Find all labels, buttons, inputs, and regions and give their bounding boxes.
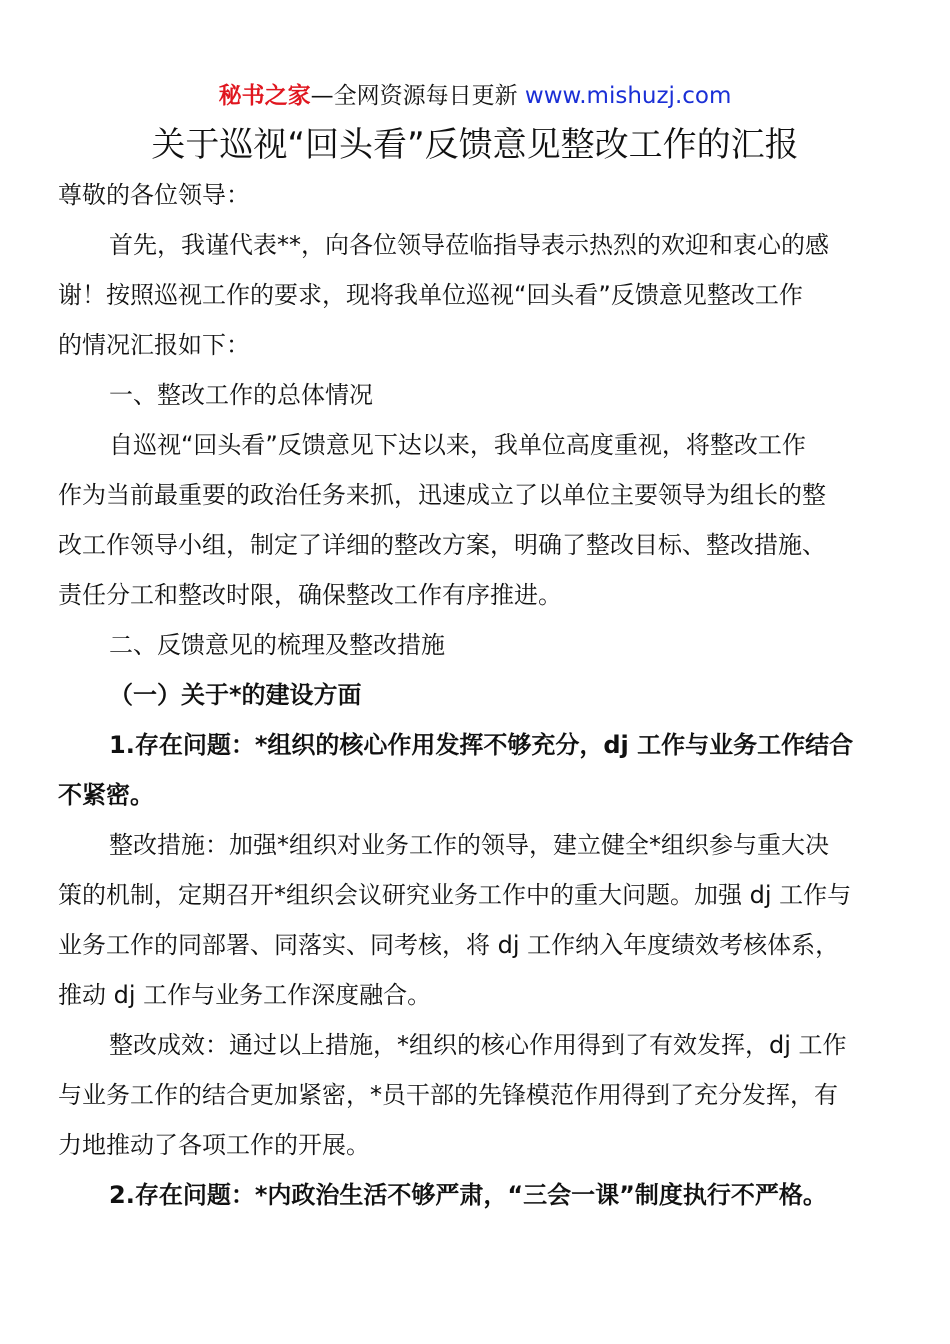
paragraph-line: 自巡视“回头看”反馈意见下达以来，我单位高度重视，将整改工作 [109, 431, 806, 459]
paragraph-line: 首先，我谨代表**，向各位领导莅临指导表示热烈的欢迎和衷心的感 [109, 231, 829, 259]
paragraph-line: 谢！按照巡视工作的要求，现将我单位巡视“回头看”反馈意见整改工作 [58, 281, 803, 309]
site-url[interactable]: www.mishuzj.com [524, 83, 732, 109]
document-body [58, 170, 898, 1220]
salutation: 尊敬的各位领导： [58, 181, 250, 209]
site-banner [0, 80, 950, 112]
paragraph-line: 责任分工和整改时限，确保整改工作有序推进。 [58, 581, 562, 609]
site-tagline: —全网资源每日更新 [310, 83, 525, 109]
paragraph-line: 策的机制，定期召开*组织会议研究业务工作中的重大问题。加强 dj 工作与 [58, 881, 852, 909]
site-brand: 秘书之家 [218, 83, 311, 109]
issue-heading: 2.存在问题：*内政治生活不够严肃，“三会一课”制度执行不严格。 [109, 1181, 827, 1209]
issue-heading: 1.存在问题：*组织的核心作用发挥不够充分，dj 工作与业务工作结合 [109, 731, 854, 759]
paragraph-line: 与业务工作的结合更加紧密，*员干部的先锋模范作用得到了充分发挥，有 [58, 1081, 838, 1109]
paragraph-line: 力地推动了各项工作的开展。 [58, 1131, 370, 1159]
section-heading: 一、整改工作的总体情况 [109, 381, 373, 409]
subsection-heading: （一）关于*的建设方面 [109, 681, 362, 709]
paragraph-line: 业务工作的同部署、同落实、同考核，将 dj 工作纳入年度绩效考核体系， [58, 931, 840, 959]
section-heading: 二、反馈意见的梳理及整改措施 [109, 631, 445, 659]
paragraph-line: 改工作领导小组，制定了详细的整改方案，明确了整改目标、整改措施、 [58, 531, 826, 559]
document-title: 关于巡视“回头看”反馈意见整改工作的汇报 [151, 125, 799, 165]
paragraph-line: 整改措施：加强*组织对业务工作的领导，建立健全*组织参与重大决 [109, 831, 829, 859]
paragraph-line: 推动 dj 工作与业务工作深度融合。 [58, 981, 432, 1009]
issue-heading: 不紧密。 [58, 781, 154, 809]
paragraph-line: 整改成效：通过以上措施，*组织的核心作用得到了有效发挥，dj 工作 [109, 1031, 847, 1059]
paragraph-line: 的情况汇报如下： [58, 331, 250, 359]
paragraph-line: 作为当前最重要的政治任务来抓，迅速成立了以单位主要领导为组长的整 [58, 481, 826, 509]
